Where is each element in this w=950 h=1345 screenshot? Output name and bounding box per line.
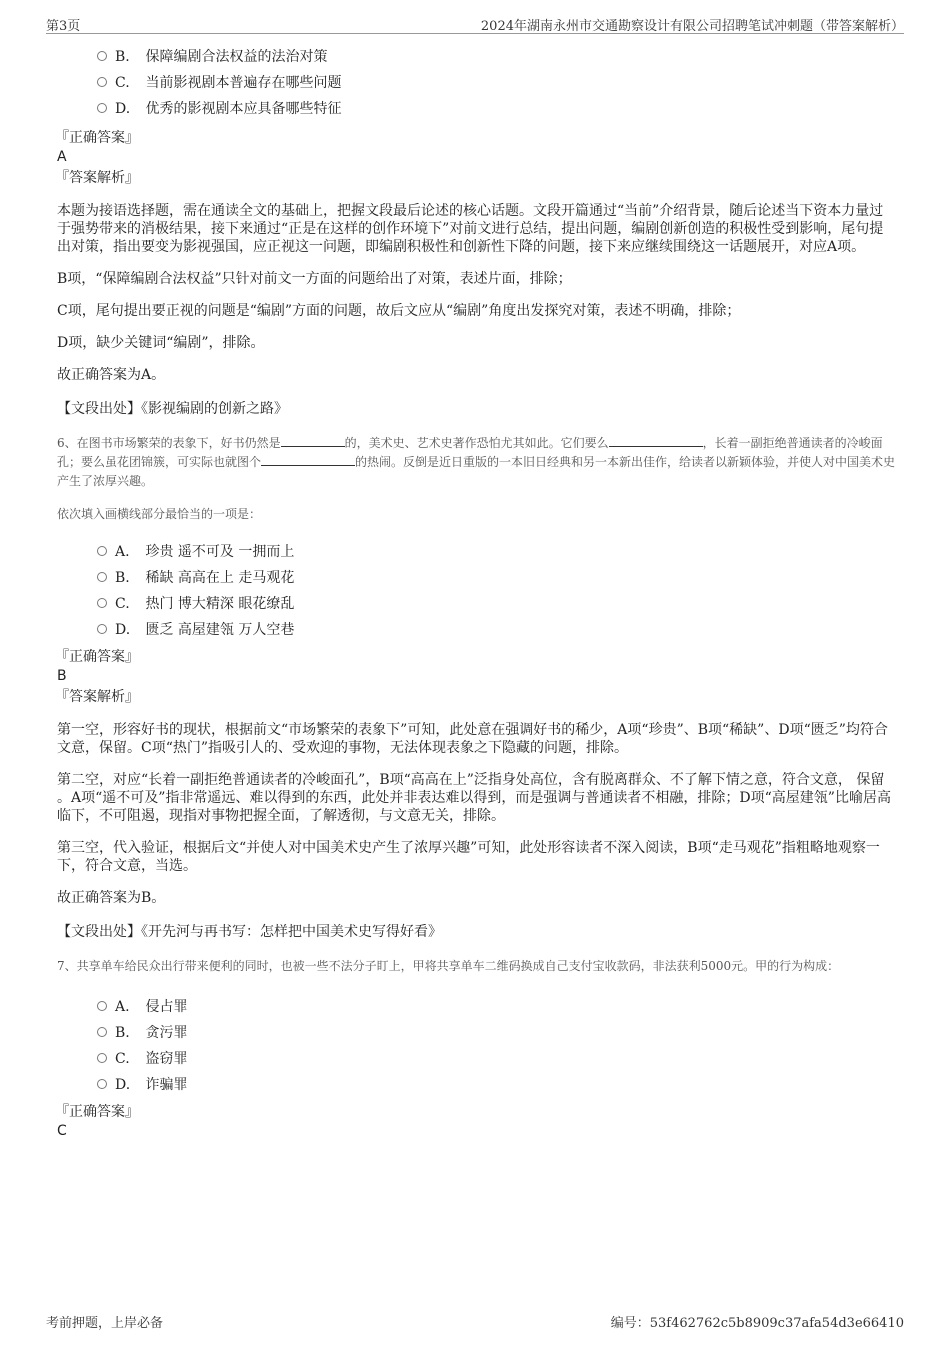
q7-option-c[interactable]: C. 盗窃罪	[97, 1046, 897, 1072]
q6-blank-1	[281, 434, 345, 447]
q6-analysis-3: 第三空，代入验证，根据后文“并使人对中国美术史产生了浓厚兴趣”可知，此处形容读者不深入阅读，B项“走马观花”指粗略地观察一下，符合文意，当选。	[57, 840, 880, 874]
q5-option-c[interactable]: C. 当前影视剧本普遍存在哪些问题	[97, 70, 897, 96]
q5-options	[97, 44, 897, 122]
page-number: 第3页	[46, 19, 81, 34]
document-body	[57, 40, 897, 1142]
q5-option-b[interactable]: B. 保障编剧合法权益的法治对策	[97, 44, 897, 70]
q6-answer-label: 『正确答案』	[55, 649, 139, 665]
q6-answer: B	[57, 668, 67, 684]
q7-answer: C	[57, 1123, 67, 1139]
q6-option-b[interactable]: B. 稀缺 高高在上 走马观花	[97, 565, 897, 591]
radio-icon[interactable]	[97, 598, 107, 608]
q5-analysis-label: 『答案解析』	[55, 170, 139, 186]
document-id: 编号：53f462762c5b8909c37afa54d3e66410	[610, 1316, 904, 1331]
q6-blank-2	[609, 434, 703, 447]
radio-icon[interactable]	[97, 546, 107, 556]
q6-source: 【文段出处】《开先河与再书写：怎样把中国美术史写得好看》	[57, 924, 442, 940]
q6-analysis-4: 故正确答案为B。	[57, 890, 166, 906]
q7-options	[97, 994, 897, 1098]
q6-options	[97, 539, 897, 643]
radio-icon[interactable]	[97, 77, 107, 87]
q5-analysis-4: D项，缺少关键词“编剧”，排除。	[57, 335, 265, 351]
q5-analysis-5: 故正确答案为A。	[57, 367, 166, 383]
page-footer	[46, 1312, 904, 1332]
radio-icon[interactable]	[97, 51, 107, 61]
radio-icon[interactable]	[97, 1053, 107, 1063]
radio-icon[interactable]	[97, 1027, 107, 1037]
q6-analysis-1: 第一空，形容好书的现状，根据前文“市场繁荣的表象下”可知，此处意在强调好书的稀少，A项“珍贵”、B项“稀缺”、D项“匮乏”均符合文意，保留。C项“热门”指吸引人的、受欢迎的事物，无法体现表象之下隐藏的问题，排除。	[57, 722, 888, 756]
q5-analysis-2: B项，“保障编剧合法权益”只针对前文一方面的问题给出了对策，表述片面，排除；	[57, 271, 572, 287]
radio-icon[interactable]	[97, 1001, 107, 1011]
q5-option-d[interactable]: D. 优秀的影视剧本应具备哪些特征	[97, 96, 897, 122]
q7-stem: 7、共享单车给民众出行带来便利的同时，也被一些不法分子盯上，甲将共享单车二维码换成自己支付宝收款码，非法获利5000元。甲的行为构成：	[57, 959, 840, 973]
radio-icon[interactable]	[97, 572, 107, 582]
q5-analysis-3: C项，尾句提出要正视的问题是“编剧”方面的问题，故后文应从“编剧”角度出发探究对策，表述不明确，排除；	[57, 303, 741, 319]
q6-prompt: 依次填入画横线部分最恰当的一项是：	[57, 507, 262, 521]
q7-answer-label: 『正确答案』	[55, 1104, 139, 1120]
q5-analysis-1: 本题为接语选择题，需在通读全文的基础上，把握文段最后论述的核心话题。文段开篇通过“当前”介绍背景，随后论述当下资本力量过于强势带来的消极结果，接下来通过“正是在这样的创作环境下”对前文进行总结，提出问题，编剧创新创造的积极性受到影响，尾句提出对策，指出要变为影视强国，应正视这一问题，即编剧积极性和创新性下降的问题，接下来应继续围绕这一话题展开，对应A项。	[57, 203, 884, 255]
q6-option-c[interactable]: C. 热门 博大精深 眼花缭乱	[97, 591, 897, 617]
q5-answer: A	[57, 149, 67, 165]
q6-blank-3	[261, 453, 355, 466]
radio-icon[interactable]	[97, 624, 107, 634]
q6-option-d[interactable]: D. 匮乏 高屋建瓴 万人空巷	[97, 617, 897, 643]
radio-icon[interactable]	[97, 1079, 107, 1089]
q6-stem: 6、在图书市场繁荣的表象下，好书仍然是 的，美术史、艺术史著作恐怕尤其如此。它们要么 ，长着一副拒绝普通读者的冷峻面孔；要么虽花团锦簇，可实际也就图个 的热闹。反倒是近日重版的一本旧日经典和另一本新出佳作，给读者以新颖体验，并使人对中国美术史产生了浓厚兴趣。	[57, 436, 896, 488]
page-header	[46, 12, 904, 34]
q5-source: 【文段出处】《影视编剧的创新之路》	[57, 401, 288, 417]
q7-option-a[interactable]: A. 侵占罪	[97, 994, 897, 1020]
q6-option-a[interactable]: A. 珍贵 遥不可及 一拥而上	[97, 539, 897, 565]
footer-slogan: 考前押题，上岸必备	[46, 1316, 164, 1331]
radio-icon[interactable]	[97, 103, 107, 113]
document-title: 2024年湖南永州市交通勘察设计有限公司招聘笔试冲刺题（带答案解析）	[480, 19, 904, 34]
q5-answer-label: 『正确答案』	[55, 130, 139, 146]
q7-option-b[interactable]: B. 贪污罪	[97, 1020, 897, 1046]
q6-analysis-label: 『答案解析』	[55, 689, 139, 705]
q6-analysis-2: 第二空，对应“长着一副拒绝普通读者的冷峻面孔”，B项“高高在上”泛指身处高位，含有脱离群众、不了解下情之意，符合文意， 保留 。A项“遥不可及”指非常遥远、难以得到的东西，此处并非表达难以得到，而是强调与普通读者不相融，排除；D项“高屋建瓴”比喻居高临下，不可阻遏，现指对事物把握全面，了解透彻，与文意无关，排除。	[57, 772, 891, 824]
q7-option-d[interactable]: D. 诈骗罪	[97, 1072, 897, 1098]
